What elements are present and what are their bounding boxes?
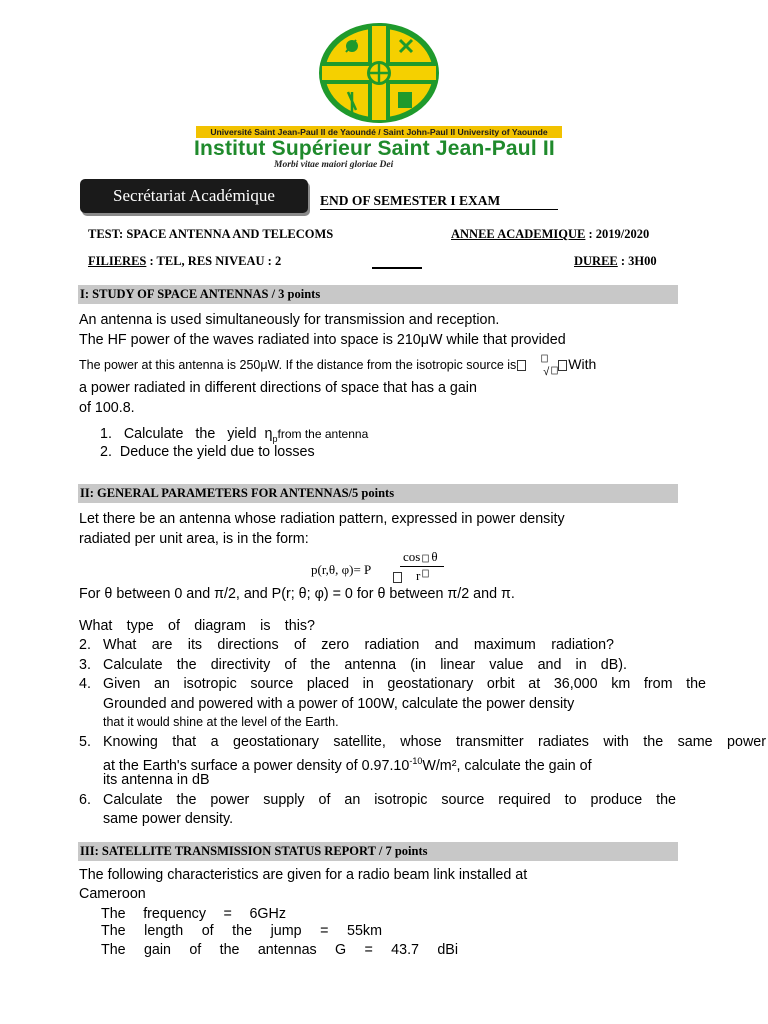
duration-value: : 3H00 bbox=[620, 254, 657, 268]
section2-question6: 6. Calculate the power supply of an isotropic source required to produce the bbox=[79, 792, 676, 808]
section2-question5-line3: its antenna in dB bbox=[103, 772, 210, 788]
section3-jump-length: The length of the jump = 55km bbox=[101, 923, 382, 939]
section2-intro1: Let there be an antenna whose radiation pattern, expressed in power density bbox=[79, 511, 565, 527]
institution-name: Institut Supérieur Saint Jean-Paul II bbox=[194, 137, 555, 160]
academic-year bbox=[451, 227, 649, 242]
section2-question4: 4. Given an isotropic source placed in geostationary orbit at 36,000 km from the bbox=[79, 676, 706, 692]
section3-frequency: The frequency = 6GHz bbox=[101, 906, 286, 922]
academic-year-label: ANNEE ACADEMIQUE bbox=[451, 227, 586, 241]
university-name-bar: Université Saint Jean-Paul II de Yaoundé / Saint John-Paul II University of Yaounde bbox=[196, 126, 562, 138]
section1-line3 bbox=[79, 355, 597, 378]
institute-logo bbox=[318, 22, 440, 124]
filieres-label: FILIERES bbox=[88, 254, 147, 268]
section3-title: III: SATELLITE TRANSMISSION STATUS REPORT / 7 points bbox=[80, 844, 428, 858]
section2-question5-line2: at the Earth's surface a power density of $0.97.10^{-10}W/m^2$, calculate the gain of bbox=[103, 756, 592, 774]
fraction-bar bbox=[400, 566, 444, 567]
q1-word: Calculate bbox=[123, 426, 184, 442]
section2-question6-line2: same power density. bbox=[103, 811, 234, 827]
section1-line1: An antenna is used simultaneously for transmission and reception. bbox=[79, 312, 500, 328]
exam-title: END OF SEMESTER I EXAM bbox=[320, 193, 501, 208]
question-text: Deduce the yield due to losses bbox=[119, 444, 315, 460]
filieres bbox=[88, 254, 281, 269]
section3-antenna-gain: The gain of the antennas G = 43.7 dBi bbox=[101, 942, 458, 958]
institution-motto: Morbi vitae maiori gloriae Dei bbox=[274, 160, 394, 170]
question-number: 2. bbox=[100, 444, 112, 460]
section2-question3: 3. Calculate the directivity of the antenna (in linear value and in dB). bbox=[79, 657, 627, 673]
duration bbox=[574, 254, 657, 269]
missing-glyph bbox=[558, 360, 567, 371]
duration-label: DUREE bbox=[574, 254, 618, 268]
academic-year-value: : 2019/2020 bbox=[588, 227, 650, 241]
section2-question4-line3: that it would shine at the level of the Earth. bbox=[103, 715, 339, 729]
section2-question4-line2: Grounded and powered with a power of 100W, calculate the power density bbox=[103, 696, 575, 712]
test-subject: TEST: SPACE ANTENNA AND TELECOMS bbox=[88, 227, 334, 241]
section1-line5: of 100.8. bbox=[79, 400, 135, 416]
formula-lhs: p(r,θ, φ)= P bbox=[311, 562, 372, 577]
question-number: 1. bbox=[100, 426, 112, 442]
section1-line3-text: The power at this antenna is 250μW. If the distance from the isotropic source is bbox=[79, 358, 517, 372]
section3-intro2: Cameroon bbox=[79, 886, 146, 902]
section2-title: II: GENERAL PARAMETERS FOR ANTENNAS/5 points bbox=[80, 486, 395, 500]
blank-line bbox=[372, 267, 422, 269]
missing-glyph bbox=[517, 360, 526, 371]
section2-question1: What type of diagram is this? bbox=[79, 618, 315, 634]
q1-tail: from the antenna bbox=[277, 427, 369, 441]
section1-line4: a power radiated in different directions of space that has a gain bbox=[79, 380, 477, 396]
q1-word: yield bbox=[227, 426, 257, 442]
section1-question2 bbox=[100, 443, 315, 461]
formula-numerator: cos θ bbox=[403, 549, 438, 564]
eta-symbol: η bbox=[264, 426, 273, 442]
q1-word: the bbox=[195, 426, 216, 442]
section2-question5: 5. Knowing that a geostationary satellite, whose transmitter radiates with the same power bbox=[79, 734, 766, 750]
eta-subscript: p bbox=[272, 433, 278, 444]
secretariat-badge: Secrétariat Académique bbox=[80, 179, 308, 213]
formula-denominator: r bbox=[416, 568, 431, 584]
section3-intro1: The following characteristics are given for a radio beam link installed at bbox=[79, 867, 528, 883]
section2-condition: For θ between 0 and π/2, and P(r; θ; φ) = 0 for θ between π/2 and π. bbox=[79, 586, 515, 602]
distance-formula-glyphs: √ bbox=[527, 359, 557, 373]
exam-title-underline bbox=[320, 209, 558, 210]
filieres-value: : TEL, RES NIVEAU : 2 bbox=[149, 254, 282, 268]
section2-question2: 2. What are its directions of zero radiation and maximum radiation? bbox=[79, 637, 614, 653]
section1-line3-end: With bbox=[568, 356, 597, 372]
section1-title: I: STUDY OF SPACE ANTENNAS / 3 points bbox=[80, 287, 321, 301]
formula-glyph bbox=[392, 568, 403, 584]
section1-line2: The HF power of the waves radiated into space is 210μW while that provided bbox=[79, 332, 566, 348]
section2-intro2: radiated per unit area, is in the form: bbox=[79, 531, 309, 547]
